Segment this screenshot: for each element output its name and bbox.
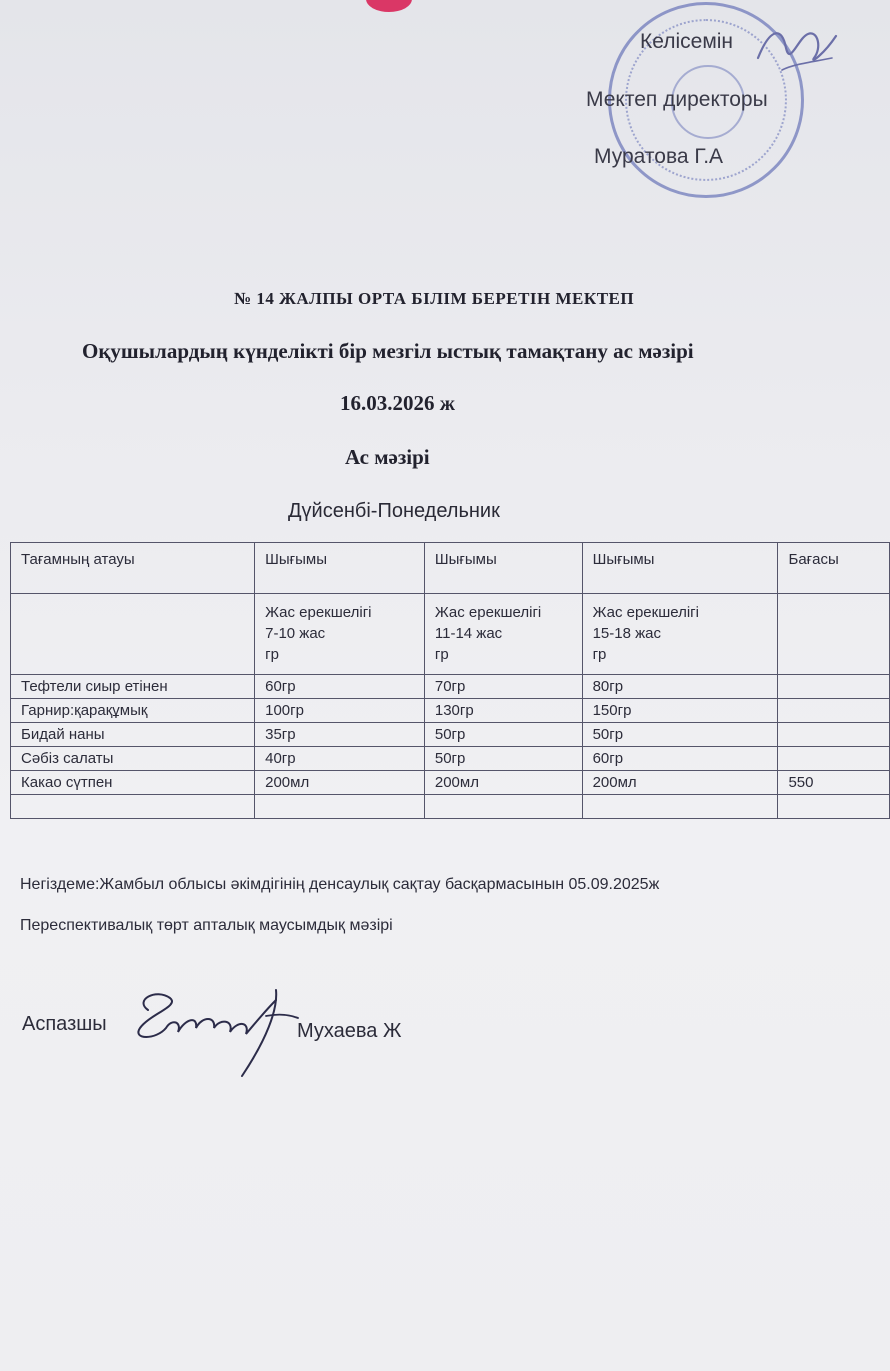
table-header-row	[11, 543, 890, 594]
dish-name: Какао сүтпен	[11, 771, 255, 795]
dish-price	[778, 675, 890, 699]
yield-7-10: 200мл	[255, 771, 425, 795]
cook-label: Аспазшы	[22, 1013, 107, 1035]
dish-name: Бидай наны	[11, 723, 255, 747]
dish-name: Сәбіз салаты	[11, 747, 255, 771]
age-group-2: Жас ерекшелігі 11-14 жас гр	[424, 594, 582, 675]
approval-name: Муратова Г.А	[594, 145, 724, 168]
yield-11-14: 50гр	[424, 723, 582, 747]
yield-11-14: 70гр	[424, 675, 582, 699]
cook-name: Мухаева Ж	[297, 1020, 402, 1042]
yield-15-18: 200мл	[582, 771, 778, 795]
yield-7-10: 60гр	[255, 675, 425, 699]
empty-cell	[582, 795, 778, 819]
dish-name: Тефтели сиыр етінен	[11, 675, 255, 699]
approval-role: Мектеп директоры	[586, 88, 768, 111]
dish-price	[778, 747, 890, 771]
empty-cell	[255, 795, 425, 819]
yield-15-18: 60гр	[582, 747, 778, 771]
menu-title: Оқушылардың күнделікті бір мезгіл ыстық тамақтану ас мәзірі	[82, 339, 694, 363]
age-group-1: Жас ерекшелігі 7-10 жас гр	[255, 594, 425, 675]
yield-7-10: 40гр	[255, 747, 425, 771]
header-yield-2: Шығымы	[424, 543, 582, 594]
table-row	[11, 723, 890, 747]
table-row	[11, 771, 890, 795]
table-row	[11, 699, 890, 723]
day-label: Дүйсенбі-Понедельник	[288, 500, 500, 522]
header-dish-name: Тағамның атауы	[11, 543, 255, 594]
yield-15-18: 80гр	[582, 675, 778, 699]
age-group-row	[11, 594, 890, 675]
menu-date: 16.03.2026 ж	[340, 391, 455, 415]
empty-cell	[778, 795, 890, 819]
yield-11-14: 130гр	[424, 699, 582, 723]
header-price: Бағасы	[778, 543, 890, 594]
dish-name: Гарнир:қарақұмық	[11, 699, 255, 723]
dish-price	[778, 723, 890, 747]
table-row	[11, 747, 890, 771]
dish-price: 550	[778, 771, 890, 795]
dish-price	[778, 699, 890, 723]
yield-15-18: 50гр	[582, 723, 778, 747]
cook-signature	[126, 970, 302, 1080]
menu-table	[10, 542, 890, 819]
perspective-note: Переспективалық төрт апталық маусымдық мәзірі	[20, 917, 393, 934]
table-row-empty	[11, 795, 890, 819]
age-group-price-empty	[778, 594, 890, 675]
empty-cell	[424, 795, 582, 819]
header-yield-3: Шығымы	[582, 543, 778, 594]
pin-mark	[366, 0, 412, 12]
age-group-empty	[11, 594, 255, 675]
school-heading: № 14 ЖАЛПЫ ОРТА БІЛІМ БЕРЕТІН МЕКТЕП	[234, 289, 635, 308]
director-signature	[752, 18, 842, 88]
empty-cell	[11, 795, 255, 819]
yield-11-14: 50гр	[424, 747, 582, 771]
age-group-3: Жас ерекшелігі 15-18 жас гр	[582, 594, 778, 675]
basis-note: Негіздеме:Жамбыл облысы әкімдігінің денсаулық сақтау басқармасынын 05.09.2025ж	[20, 876, 660, 893]
approval-title: Келісемін	[640, 30, 734, 53]
menu-heading: Ас мәзірі	[345, 445, 430, 469]
header-yield-1: Шығымы	[255, 543, 425, 594]
table-row	[11, 675, 890, 699]
yield-7-10: 100гр	[255, 699, 425, 723]
yield-7-10: 35гр	[255, 723, 425, 747]
yield-15-18: 150гр	[582, 699, 778, 723]
yield-11-14: 200мл	[424, 771, 582, 795]
